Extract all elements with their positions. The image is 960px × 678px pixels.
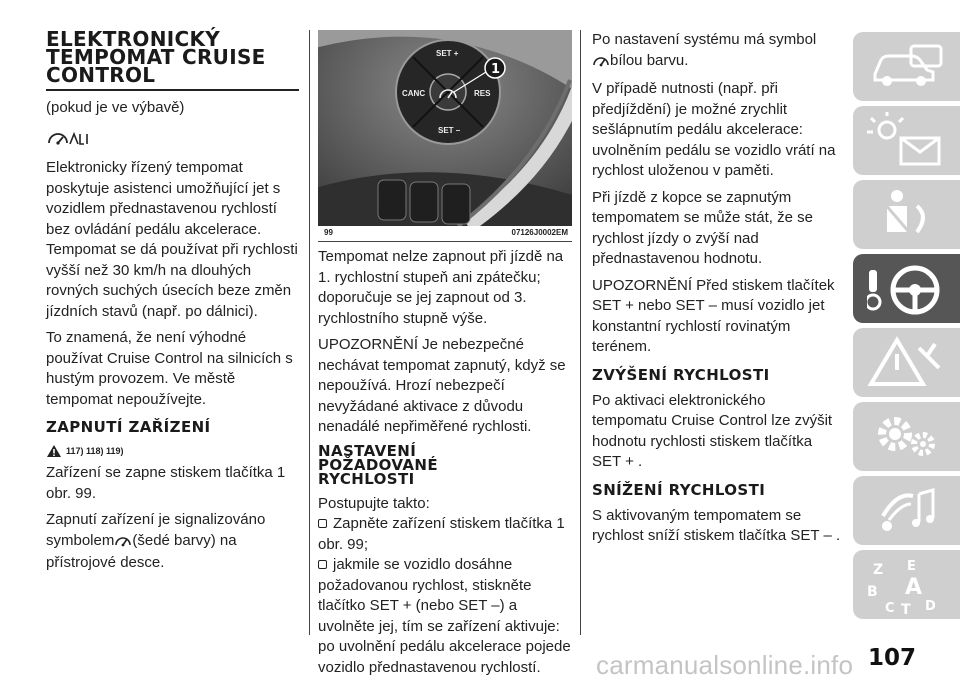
figure-code: 07126J0002EM <box>511 228 568 237</box>
danger-paragraph: UPOZORNĚNÍ Je nebezpečné nechávat tempomat zapnutý, když se nepoužívá. Hrozí nebezpečí nevyžádané aktivace z důvodu nenadálé nepřiměřené rychlosti. <box>318 336 566 435</box>
section-title-setting-line-2: POŽADOVANÉ <box>318 455 439 474</box>
index-letter-t: T <box>901 602 911 616</box>
section-title-activation: ZAPNUTÍ ZAŘÍZENÍ <box>46 418 211 436</box>
section-title-increase: ZVÝŠENÍ RYCHLOSTI <box>592 365 770 384</box>
warning-ref-numbers: 117) 118) 119) <box>66 446 124 456</box>
tab-maintenance[interactable] <box>853 402 960 471</box>
watermark: carmanualsonline.info <box>596 650 854 678</box>
steering-wheel-controls-photo <box>318 30 572 226</box>
index-letter-d: D <box>925 599 936 614</box>
callout-number: 1 <box>491 62 501 77</box>
column-1 <box>46 27 299 580</box>
signal-text-b: (šedé barvy) na přístrojové desce. <box>46 531 237 571</box>
column-2 <box>318 247 572 678</box>
indicator-light-icon <box>867 112 947 168</box>
page-number: 107 <box>868 645 917 671</box>
button-canc-label: CANC <box>402 89 426 98</box>
tab-emergency[interactable] <box>853 328 960 397</box>
alphabet-index-icon <box>867 556 947 616</box>
index-letter-z: Z <box>873 562 884 578</box>
multimedia-icon <box>867 482 947 538</box>
bullet-text-2: jakmile se vozidlo dosáhne požadovanou rychlost, stiskněte tlačítko SET + (nebo SET –) a uvolněte jej, tím se zařízení aktivuje: po uvolnění pedálu akcelerace pojede vozidlo přednastavenou rychlostí. <box>318 556 571 676</box>
section-title-setting <box>318 441 572 488</box>
signal-text-a: Zapnutí zařízení je signalizováno symbolem <box>46 511 266 549</box>
column-divider-1 <box>309 30 310 635</box>
index-letter-e: E <box>907 559 916 574</box>
page-title-line-2: TEMPOMAT CRUISE <box>46 45 266 69</box>
bullet-icon <box>318 519 327 528</box>
button-set-plus-label: SET + <box>436 49 459 58</box>
index-letter-b: B <box>867 584 878 600</box>
downhill-paragraph: Při jízdě z kopce se zapnutým tempomatem se může stát, že se rychlost jízdy o zvýší nad přednastavenou hodnotu. <box>592 188 813 267</box>
index-letter-c: C <box>885 601 895 616</box>
bullet-item-2 <box>318 555 572 678</box>
tab-index[interactable] <box>853 550 960 619</box>
page-title-line-3: CONTROL <box>46 63 156 87</box>
activation-paragraph: Zařízení se zapne stiskem tlačítka 1 obr. 99. <box>46 464 286 502</box>
bullet-item-1 <box>318 514 572 555</box>
page-title-line-1: ELEKTRONICKÝ <box>46 27 221 51</box>
cruise-white-symbol-icon <box>592 53 610 74</box>
white-symbol-text-b: bílou barvu. <box>610 51 689 69</box>
procedure-intro: Postupujte takto: <box>318 494 430 512</box>
seatbelt-icon <box>867 186 947 242</box>
figure-99 <box>318 30 572 226</box>
tab-driving[interactable] <box>853 254 960 323</box>
warning-refs <box>46 443 299 459</box>
column-divider-2 <box>580 30 581 635</box>
figure-caption <box>318 228 572 239</box>
gear-paragraph: Tempomat nelze zapnout při jízdě na 1. rychlostní stupeň ani zpátečku; doporučuje se jej zapnout od 3. rychlostního stupně výše. <box>318 248 564 327</box>
white-symbol-paragraph <box>592 30 842 73</box>
decrease-paragraph: S aktivovaným tempomatem se rychlost sníží stiskem tlačítka SET – . <box>592 506 841 544</box>
section-title-decrease: SNÍŽENÍ RYCHLOSTI <box>592 480 766 499</box>
tab-vehicle[interactable] <box>853 32 960 101</box>
column-3 <box>592 30 842 553</box>
button-set-minus-label: SET – <box>438 126 461 135</box>
index-letter-a: A <box>905 575 923 600</box>
bullet-icon <box>318 560 327 569</box>
car-icon <box>867 38 947 94</box>
page-title <box>46 27 299 91</box>
figure-number: 99 <box>324 228 333 237</box>
warning-triangle-tools-icon <box>867 334 947 390</box>
white-symbol-text-a: Po nastavení systému má symbol <box>592 31 817 48</box>
cruise-gray-symbol-icon <box>114 533 132 554</box>
increase-paragraph: Po aktivaci elektronického tempomatu Cruise Control lze zvýšit hodnotu rychlosti stiskem tlačítka SET + . <box>592 391 833 470</box>
gear-icon <box>867 408 947 464</box>
tab-safety[interactable] <box>853 180 960 249</box>
traffic-paragraph: To znamená, že není výhodné používat Cruise Control na silnicích s hustým provozem. Ve městě tempomat nepoužívejte. <box>46 329 293 408</box>
tab-multimedia[interactable] <box>853 476 960 545</box>
bullet-text-1: Zapněte zařízení stiskem tlačítka 1 obr. 99; <box>318 515 565 553</box>
overtake-paragraph: V případě nutnosti (např. při předjíždění) je možné zrychlit sešlápnutím pedálu akcelerace: uvolněním pedálu se vozidlo vrátí na rychlost uloženou v paměti. <box>592 80 836 179</box>
signal-paragraph <box>46 510 299 574</box>
section-title-setting-line-3: RYCHLOSTI <box>318 469 415 488</box>
notice-paragraph: UPOZORNĚNÍ Před stiskem tlačítek SET + nebo SET – musí vozidlo jet konstantní rychlostí rovinatým terénem. <box>592 276 835 355</box>
figure-caption-rule <box>318 241 572 242</box>
warning-triangle-icon <box>46 444 62 458</box>
tab-warning-lights[interactable] <box>853 106 960 175</box>
steering-wheel-icon <box>867 260 947 316</box>
chapter-tabs <box>853 32 960 642</box>
intro-paragraph: Elektronicky řízený tempomat poskytuje asistenci umožňující jet s vozidlem přednastavenou rychlostí bez ovládání pedálu akcelerace. Tempomat se dá používat při rychlosti vyšší než 30 km/h na dlouhých rovných suchých úsecích beze změn jízdních stavů (např. po dálnici). <box>46 159 298 320</box>
button-res-label: RES <box>474 89 491 98</box>
subtitle: (pokud je ve výbavě) <box>46 99 185 116</box>
section-title-setting-line-1: NASTAVENÍ <box>318 441 417 460</box>
cruise-control-symbol-icon <box>46 126 299 150</box>
